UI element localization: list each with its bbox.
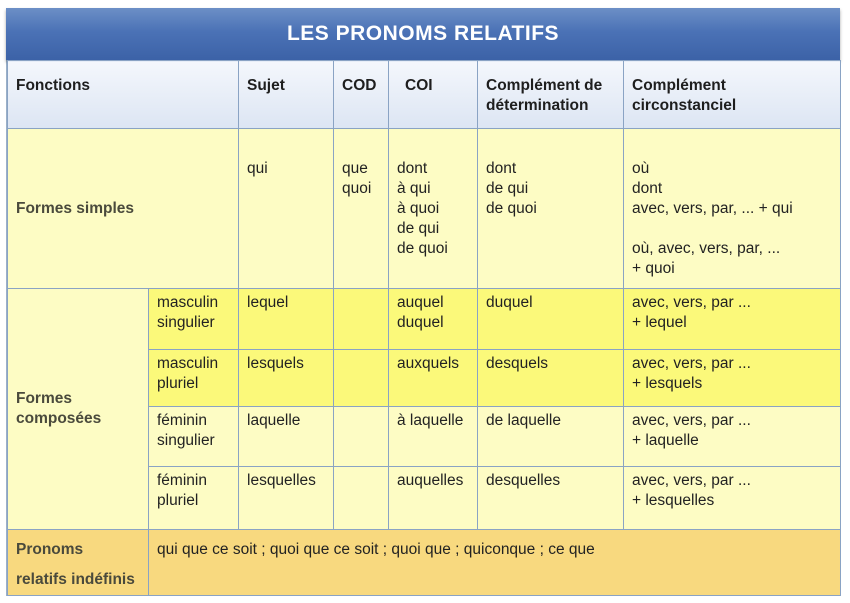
relative-pronouns-table (7, 60, 841, 596)
label-text: Pronoms (16, 541, 84, 558)
cell-determination (478, 129, 624, 289)
header-row (8, 61, 841, 129)
cell-text: + lesquels (632, 375, 703, 392)
cell-circonstanciel (624, 289, 841, 350)
cell-text: dont (632, 180, 663, 197)
header-complement-circonstanciel (624, 61, 841, 129)
cell-text: quoi (342, 180, 372, 197)
cell-text: de quoi (486, 200, 537, 217)
header-complement-determination (478, 61, 624, 129)
cell-text: avec, vers, par ... (632, 294, 751, 311)
label-text: Formes (16, 390, 72, 407)
cell-text: + lesquelles (632, 492, 715, 509)
cell-text: de quoi (397, 240, 448, 257)
cell-text: à quoi (397, 200, 440, 217)
cell-text: avec, vers, par, ... + qui (632, 200, 793, 217)
cell-text: à laquelle (397, 412, 464, 429)
header-fonctions: Fonctions (8, 61, 239, 129)
cell-text: que (342, 160, 368, 177)
header-sujet: Sujet (239, 61, 334, 129)
cell-text: singulier (157, 314, 215, 331)
header-text: Complément (632, 77, 726, 94)
header-text: circonstanciel (632, 97, 737, 114)
cell-cod (334, 350, 389, 407)
cell-cod (334, 407, 389, 467)
cell-text: avec, vers, par ... (632, 472, 751, 489)
cell-text: + quoi (632, 260, 675, 277)
cell-sujet: laquelle (239, 407, 334, 467)
cell-text: singulier (157, 432, 215, 449)
cell-sujet (239, 129, 334, 289)
cell-coi (389, 407, 478, 467)
cell-determination: desquels (478, 350, 624, 407)
row-formes-simples (8, 129, 841, 289)
cell-coi (389, 289, 478, 350)
cell-text: avec, vers, par ... (632, 412, 751, 429)
cell-text: où (632, 160, 650, 177)
spacer (632, 219, 832, 239)
label-formes-simples: Formes simples (8, 129, 239, 289)
cell-text: auxquels (397, 355, 460, 372)
cell-text: féminin (157, 412, 207, 429)
cell-text: masculin (157, 355, 219, 372)
label-text: composées (16, 410, 102, 427)
header-cod: COD (334, 61, 389, 129)
cell-circonstanciel (624, 350, 841, 407)
cell-determination: de laquelle (478, 407, 624, 467)
cell-sublabel (149, 350, 239, 407)
cell-indefinis-list: qui que ce soit ; quoi que ce soit ; quoi que ; quiconque ; ce que (149, 530, 841, 596)
cell-text: masculin (157, 294, 219, 311)
cell-coi (389, 467, 478, 530)
cell-sublabel (149, 289, 239, 350)
page-title: LES PRONOMS RELATIFS (6, 8, 840, 60)
cell-text: pluriel (157, 375, 199, 392)
cell-text: dont (397, 160, 428, 177)
header-coi: COI (389, 61, 478, 129)
cell-coi (389, 129, 478, 289)
cell-text: de qui (397, 220, 440, 237)
cell-determination: duquel (478, 289, 624, 350)
cell-sujet: lesquelles (239, 467, 334, 530)
cell-text: pluriel (157, 492, 199, 509)
label-pronoms-indefinis (8, 530, 149, 596)
cell-sujet: lequel (239, 289, 334, 350)
cell-circonstanciel (624, 467, 841, 530)
cell-coi (389, 350, 478, 407)
cell-text: qui (247, 160, 268, 177)
cell-cod (334, 467, 389, 530)
label-formes-composees (8, 289, 149, 530)
cell-text: duquel (397, 314, 444, 331)
cell-sublabel (149, 467, 239, 530)
cell-text: à qui (397, 180, 431, 197)
cell-sujet: lesquels (239, 350, 334, 407)
cell-cod (334, 289, 389, 350)
cell-text: dont (486, 160, 517, 177)
cell-text: auquelles (397, 472, 464, 489)
cell-cod (334, 129, 389, 289)
cell-text: de qui (486, 180, 529, 197)
cell-text: auquel (397, 294, 444, 311)
row-masculin-singulier (8, 289, 841, 350)
label-text: relatifs indéfinis (16, 571, 135, 588)
cell-text: avec, vers, par ... (632, 355, 751, 372)
cell-text: + laquelle (632, 432, 699, 449)
row-pronoms-indefinis (8, 530, 841, 596)
cell-circonstanciel (624, 407, 841, 467)
cell-sublabel (149, 407, 239, 467)
cell-text: + lequel (632, 314, 687, 331)
cell-text: où, avec, vers, par, ... (632, 240, 781, 257)
cell-circonstanciel (624, 129, 841, 289)
header-text: Complément de (486, 77, 603, 94)
cell-determination: desquelles (478, 467, 624, 530)
header-text: détermination (486, 97, 589, 114)
cell-text: féminin (157, 472, 207, 489)
